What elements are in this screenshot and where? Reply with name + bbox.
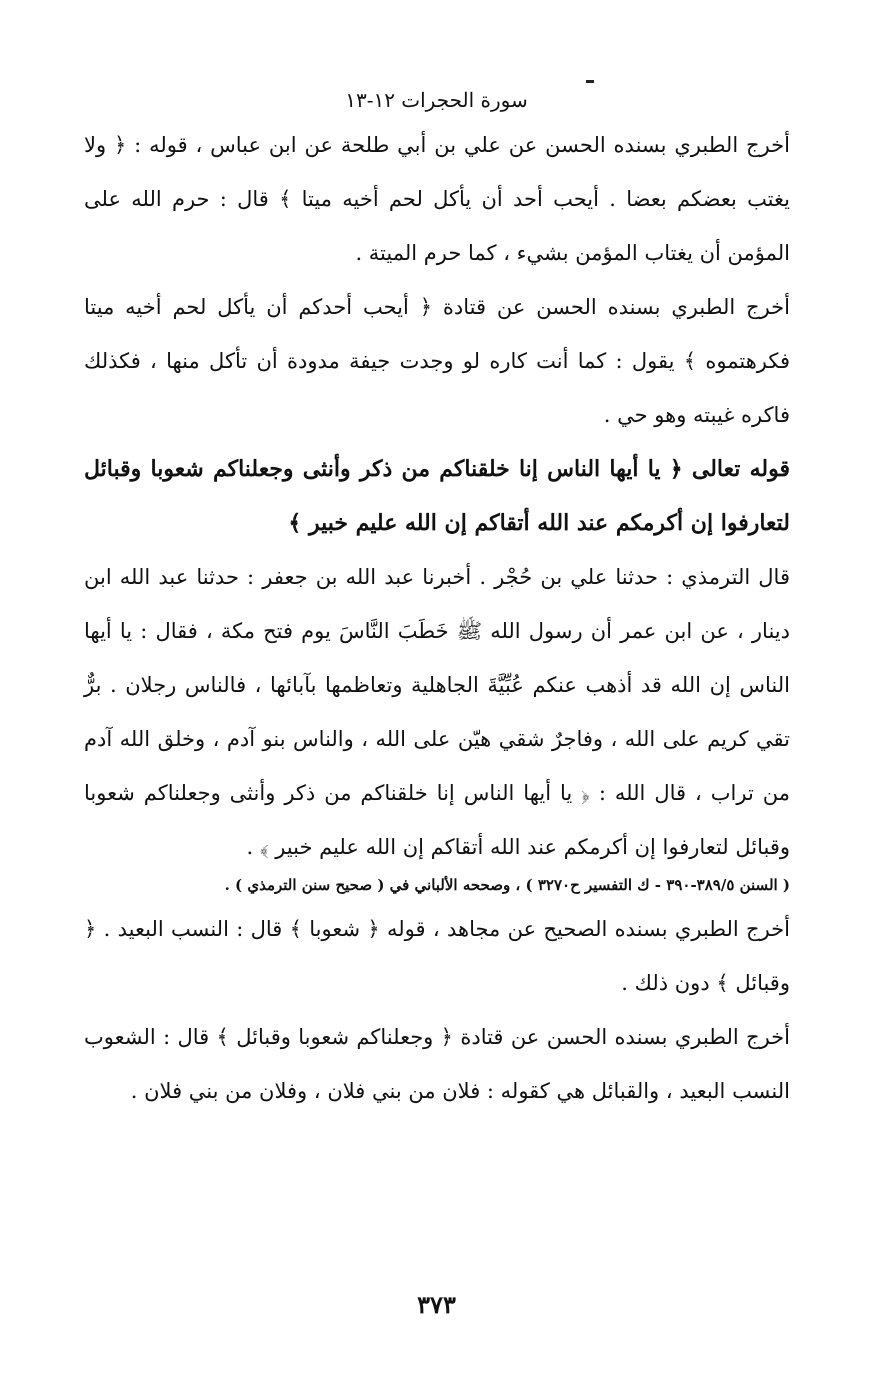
paragraph-tabari-mujahid: أخرج الطبري بسنده الصحيح عن مجاهد ، قوله ﴿ شعوبا ﴾ قال : النسب البعيد . ﴿ وقبائل ﴾ دون ذلك .: [84, 917, 790, 995]
paragraph-tabari-qatada-1: أخرج الطبري بسنده الحسن عن قتادة ﴿ أيحب أحدكم أن يأكل لحم أخيه ميتا فكرهتموه ﴾ يقول : كما أنت كاره لو وجدت جيفة مدودة أن تأكل منها ، فكذلك فاكره غيبته وهو حي .: [84, 295, 790, 427]
hadith-reference: ( السنن ٣٨٩/٥-٣٩٠ - ك التفسير ح٣٢٧٠ ) ، وصححه الألباني في ( صحيح سنن الترمذي ) .: [224, 876, 790, 894]
paragraph-tabari-ibn-abbas: أخرج الطبري بسنده الحسن عن علي بن أبي طلحة عن ابن عباس ، قوله : ﴿ ولا يغتب بعضكم بعضا . أيحب أحد أن يأكل لحم أخيه ميتا ﴾ قال : حرم الله على المؤمن أن يغتاب المؤمن بشيء ، كما حرم الميتة .: [84, 133, 790, 265]
paragraph-tirmidhi-hadith: قال الترمذي : حدثنا علي بن حُجْر . أخبرنا عبد الله بن جعفر : حدثنا عبد الله ابن دينار ، عن ابن عمر أن رسول الله ﷺ خَطَبَ النَّاسَ يوم فتح مكة ، فقال : يا أيها الناس إن الله قد أذهب عنكم عُبِّيَّةَ الجاهلية وتعاظمها بآبائها ، فالناس رجلان . برٌّ تقي كريم على الله ، وفاجرٌ شقي هيّن على الله ، والناس بنو آدم ، وخلق الله آدم من تراب ، قال الله : ﴿ يا أيها الناس إنا خلقناكم من ذكر وأنثى وجعلناكم شعوبا وقبائل لتعارفوا إن أكرمكم عند الله أتقاكم إن الله عليم خبير ﴾ .: [84, 565, 790, 859]
header-dash-mark: [586, 80, 594, 83]
verse-heading: قوله تعالى ﴿ يا أيها الناس إنا خلقناكم من ذكر وأنثى وجعلناكم شعوبا وقبائل لتعارفوا إن أكرمكم عند الله أتقاكم إن الله عليم خبير ﴾: [84, 456, 790, 536]
main-text: [84, 118, 790, 1118]
page-number: ٣٧٣: [417, 1290, 456, 1319]
paragraph-tabari-qatada-2: أخرج الطبري بسنده الحسن عن قتادة ﴿ وجعلناكم شعوبا وقبائل ﴾ قال : الشعوب النسب البعيد ، والقبائل هي كقوله : فلان من بني فلان ، وفلان من بني فلان .: [84, 1025, 790, 1103]
running-header: سورة الحجرات ١٢-١٣: [345, 88, 528, 112]
